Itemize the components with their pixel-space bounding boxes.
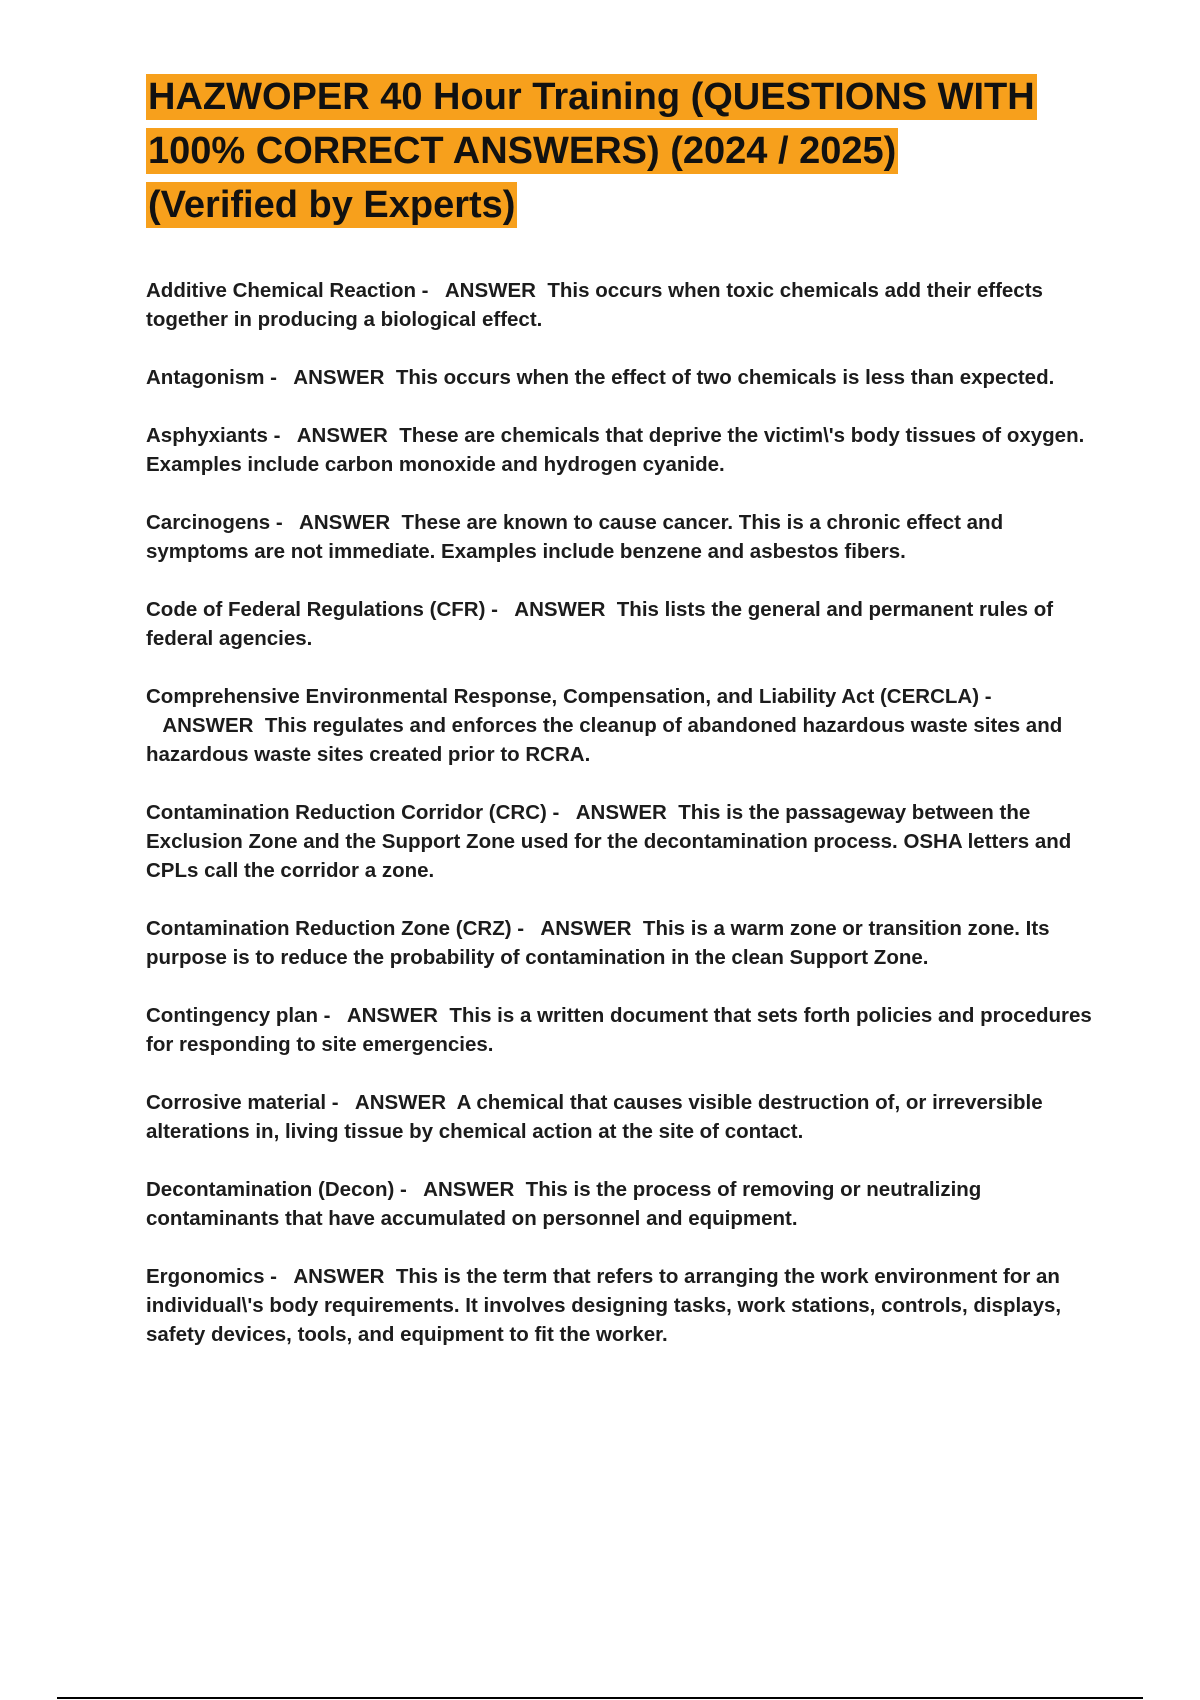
answer-label: ANSWER xyxy=(514,598,606,621)
glossary-entry xyxy=(146,682,1096,769)
entry-definition: This occurs when toxic chemicals add their effects together in producing a biological effect. xyxy=(146,279,1043,331)
glossary-entry xyxy=(146,276,1096,334)
entry-term: Contamination Reduction Corridor (CRC) - xyxy=(146,801,560,824)
entry-term: Decontamination (Decon) - xyxy=(146,1178,407,1201)
document-page xyxy=(146,70,1096,1378)
glossary-entry xyxy=(146,1175,1096,1233)
answer-label: ANSWER xyxy=(296,424,388,447)
answer-label: ANSWER xyxy=(444,279,536,302)
entry-term: Additive Chemical Reaction - xyxy=(146,279,429,302)
document-title xyxy=(146,70,1096,232)
entry-definition: This is a written document that sets forth policies and procedures for responding to site emergencies. xyxy=(146,1004,1092,1056)
glossary-entry xyxy=(146,1001,1096,1059)
entry-term: Corrosive material - xyxy=(146,1091,339,1114)
entry-term: Ergonomics - xyxy=(146,1265,277,1288)
glossary-entry xyxy=(146,595,1096,653)
glossary-entry xyxy=(146,363,1096,392)
entry-definition: This is the passageway between the Exclusion Zone and the Support Zone used for the decontamination process. OSHA letters and CPLs call the corridor a zone. xyxy=(146,801,1072,882)
entry-term: Asphyxiants - xyxy=(146,424,281,447)
entry-term: Contingency plan - xyxy=(146,1004,331,1027)
answer-label: ANSWER xyxy=(293,366,385,389)
answer-label: ANSWER xyxy=(162,714,254,737)
title-line-3: (Verified by Experts) xyxy=(148,184,516,226)
glossary-entry xyxy=(146,1088,1096,1146)
glossary-entry xyxy=(146,421,1096,479)
glossary-entry xyxy=(146,1262,1096,1349)
title-line-1: HAZWOPER 40 Hour Training (QUESTIONS WITH xyxy=(148,76,1035,118)
entry-definition: These are chemicals that deprive the victim\'s body tissues of oxygen. Examples include carbon monoxide and hydrogen cyanide. xyxy=(146,424,1085,476)
entry-definition: This is a warm zone or transition zone. Its purpose is to reduce the probability of contamination in the clean Support Zone. xyxy=(146,917,1050,969)
answer-label: ANSWER xyxy=(423,1178,515,1201)
entry-term: Antagonism - xyxy=(146,366,277,389)
answer-label: ANSWER xyxy=(293,1265,385,1288)
entry-definition: This lists the general and permanent rules of federal agencies. xyxy=(146,598,1054,650)
entry-term: Contamination Reduction Zone (CRZ) - xyxy=(146,917,525,940)
entry-term: Code of Federal Regulations (CFR) - xyxy=(146,598,498,621)
entry-definition: This occurs when the effect of two chemicals is less than expected. xyxy=(395,366,1055,389)
glossary-list xyxy=(146,276,1096,1349)
entry-definition: This regulates and enforces the cleanup of abandoned hazardous waste sites and hazardous waste sites created prior to RCRA. xyxy=(146,714,1063,766)
entry-definition: These are known to cause cancer. This is a chronic effect and symptoms are not immediate. Examples include benzene and asbestos fibers. xyxy=(146,511,1004,563)
answer-label: ANSWER xyxy=(346,1004,438,1027)
answer-label: ANSWER xyxy=(540,917,632,940)
glossary-entry xyxy=(146,798,1096,885)
footer-divider xyxy=(57,1697,1143,1699)
answer-label: ANSWER xyxy=(354,1091,446,1114)
title-line-2: 100% CORRECT ANSWERS) (2024 / 2025) xyxy=(148,130,897,172)
entry-definition: A chemical that causes visible destruction of, or irreversible alterations in, living tissue by chemical action at the site of contact. xyxy=(146,1091,1043,1143)
entry-definition: This is the process of removing or neutralizing contaminants that have accumulated on personnel and equipment. xyxy=(146,1178,982,1230)
answer-label: ANSWER xyxy=(575,801,667,824)
glossary-entry xyxy=(146,508,1096,566)
entry-definition: This is the term that refers to arranging the work environment for an individual\'s body requirements. It involves designing tasks, work stations, controls, displays, safety devices, tools, and equipment to fit the worker. xyxy=(146,1265,1062,1346)
entry-term: Carcinogens - xyxy=(146,511,283,534)
answer-label: ANSWER xyxy=(299,511,391,534)
entry-term: Comprehensive Environmental Response, Compensation, and Liability Act (CERCLA) - xyxy=(146,685,992,708)
glossary-entry xyxy=(146,914,1096,972)
